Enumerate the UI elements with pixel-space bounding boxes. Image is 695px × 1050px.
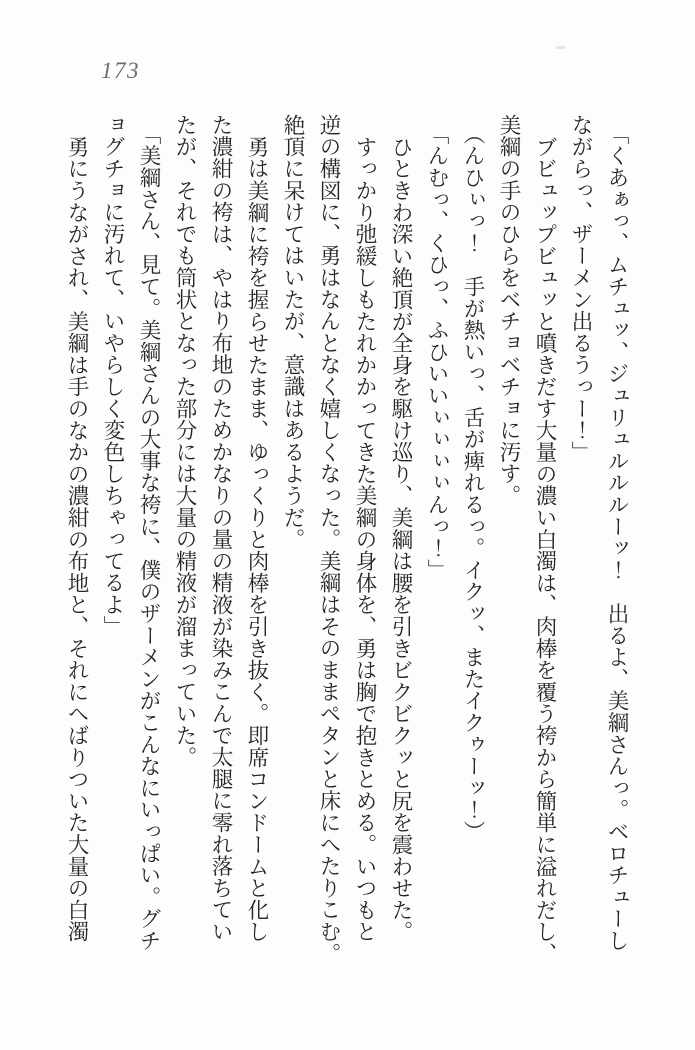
text-column: ひときわ深い絶頂が全身を駆け巡り、美綱は腰を引きビクビクッと尻を震わせた。 — [389, 135, 413, 943]
page-number: 173 — [101, 58, 140, 83]
vertical-text-block — [59, 114, 635, 986]
text-column: ブビュップビュッと噴きだす大量の濃い白濁は、肉棒を覆う袴から簡単に溢れだし、 — [533, 135, 557, 964]
text-column: ながらっ、ザーメン出るうっー！」 — [569, 114, 593, 463]
text-column: 絶頂に呆けてはいたが、意識はあるようだ。 — [281, 114, 305, 550]
text-column: 逆の構図に、勇はなんとなく嬉しくなった。美綱はそのままペタンと床にへたりこむ。 — [317, 114, 341, 965]
text-column: すっかり弛緩しもたれかかってきた美綱の身体を、勇は胸で抱きとめる。いつもと — [353, 135, 377, 943]
text-column: 「くあぁっ、ムチュッ、ジュリュルルルーッ！ 出るよ、美綱さんっ。ベロチューし — [605, 123, 629, 952]
text-column: 勇にうながされ、美綱は手のなかの濃紺の布地と、それにへばりついた大量の白濁 — [65, 135, 89, 943]
text-column: 「んむっ、くひっ、ふひいいぃぃぃぃんっ！」 — [425, 123, 449, 581]
text-column: たが、それでも筒状となった部分には大量の精液が溜まっていた。 — [173, 114, 197, 768]
text-column: 美綱の手のひらをベチョベチョに汚す。 — [497, 114, 521, 507]
text-column: た濃紺の袴は、やはり布地のためかなりの量の精液が染みこんで太腿に零れ落ちてい — [209, 114, 233, 943]
text-column: ョグチョに汚れて、いやらしく変色しちゃってるよ」 — [101, 114, 125, 638]
text-column: 「美綱さん、見て。美綱さんの大事な袴に、僕のザーメンがこんなにいっぱい。グチ — [137, 123, 161, 952]
text-column: 勇は美綱に袴を握らせたまま、ゆっくりと肉棒を引き抜く。即席コンドームと化し — [245, 135, 269, 943]
text-column: （んひぃっ！ 手が熱いっ、舌が痺れるっ。イクッ、またイクゥーッ！） — [461, 123, 485, 843]
scan-artifact — [556, 46, 565, 49]
